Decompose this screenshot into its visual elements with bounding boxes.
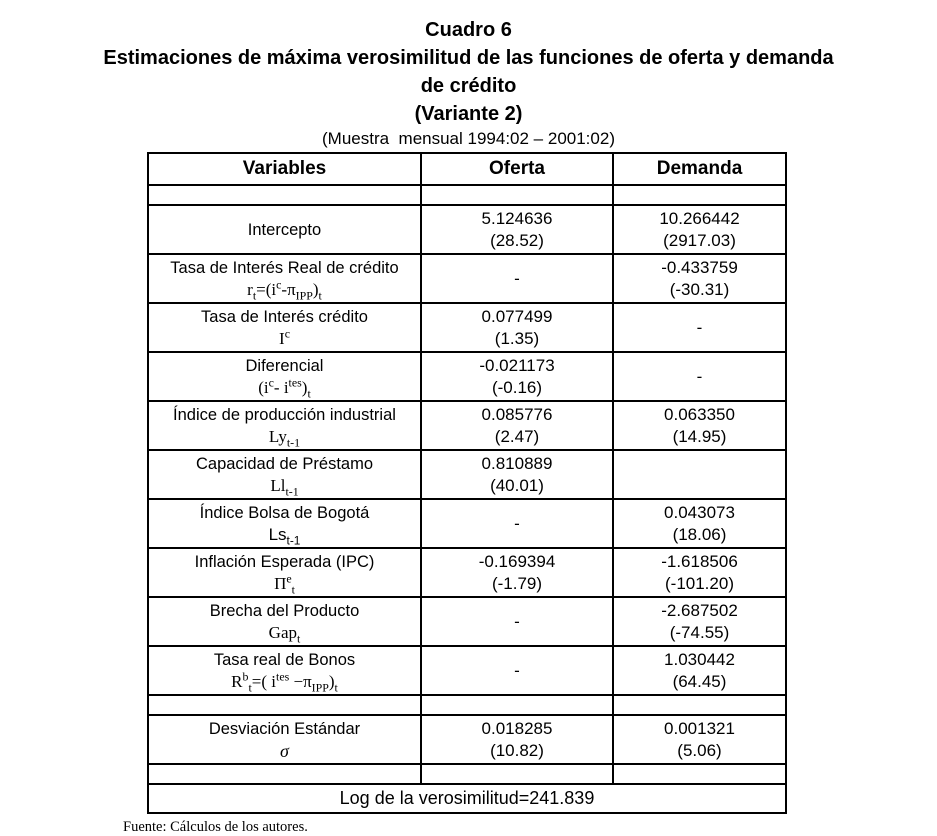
table-row — [148, 499, 786, 548]
coefficient-value: -0.021173 — [479, 355, 555, 375]
table-row — [148, 352, 786, 401]
variable-formula: $I^c$ — [279, 325, 290, 348]
empty-cell — [613, 695, 786, 715]
coefficient-value: -0.433759 — [661, 257, 738, 277]
oferta-cell — [421, 352, 613, 401]
table-title-line1: Estimaciones de máxima verosimilitud de las funciones de oferta y demanda — [103, 47, 834, 69]
t-statistic: (40.01) — [490, 475, 544, 495]
t-statistic: (18.06) — [672, 524, 727, 544]
table-row — [148, 715, 786, 764]
demanda-cell — [613, 548, 786, 597]
coefficient-value: 10.266442 — [659, 208, 740, 228]
variable-cell — [148, 597, 421, 646]
variable-label: Tasa real de Bonos — [213, 650, 356, 669]
t-statistic: (-0.16) — [491, 377, 543, 397]
variable-cell — [148, 352, 421, 401]
coefficient-value: 0.085776 — [481, 404, 553, 424]
demanda-cell — [613, 303, 786, 352]
variable-formula: $Ly_{t-1}$ — [268, 426, 301, 449]
t-statistic: (64.45) — [672, 671, 727, 691]
log-likelihood-row — [148, 784, 786, 813]
demanda-cell — [613, 401, 786, 450]
demanda-cell — [613, 254, 786, 303]
table-row — [148, 548, 786, 597]
variable-cell — [148, 254, 421, 303]
t-statistic: (-30.31) — [669, 279, 730, 299]
variable-formula: Gap$_t$ — [268, 622, 301, 645]
variable-label: Tasa de Interés Real de crédito — [170, 258, 399, 277]
coefficient-value: - — [514, 660, 520, 680]
variable-cell — [148, 450, 421, 499]
table-body — [148, 185, 786, 813]
coefficient-value: -0.169394 — [478, 551, 556, 571]
variable-label: Diferencial — [245, 356, 324, 375]
t-statistic: (2.47) — [494, 426, 540, 446]
coefficient-value: 1.030442 — [664, 649, 735, 669]
sample-period: (Muestra mensual 1994:02 – 2001:02) — [322, 129, 615, 148]
spacer-row — [148, 764, 786, 784]
variable-cell — [148, 548, 421, 597]
variable-formula: $\Pi^e_t$ — [274, 570, 295, 596]
oferta-cell — [421, 646, 613, 695]
coefficient-value: 5.124636 — [481, 208, 553, 228]
spacer-row — [148, 185, 786, 205]
table-number: Cuadro 6 — [425, 19, 512, 41]
variable-cell — [148, 401, 421, 450]
table-row — [148, 254, 786, 303]
oferta-cell — [421, 597, 613, 646]
table-row — [148, 450, 786, 499]
empty-cell — [421, 185, 613, 205]
variable-label: Intercepto — [247, 220, 322, 239]
oferta-cell — [421, 715, 613, 764]
source-note: Fuente: Cálculos de los autores. — [123, 819, 308, 835]
oferta-cell — [421, 499, 613, 548]
t-statistic: (-101.20) — [665, 573, 734, 593]
t-statistic: (-1.79) — [491, 573, 543, 593]
coefficient-value: 0.001321 — [664, 718, 735, 738]
variable-cell — [148, 646, 421, 695]
coefficient-value: - — [514, 513, 520, 533]
variable-cell — [148, 205, 421, 254]
empty-cell — [148, 185, 421, 205]
variable-formula: ($i^c-$ $i^{tes})_t$ — [258, 374, 311, 400]
variable-label: Capacidad de Préstamo — [195, 454, 374, 473]
demanda-cell — [613, 646, 786, 695]
t-statistic: (-74.55) — [669, 622, 730, 642]
t-statistic: (14.95) — [672, 426, 727, 446]
demanda-cell — [613, 597, 786, 646]
empty-cell — [148, 695, 421, 715]
t-statistic: (28.52) — [490, 230, 544, 250]
variable-formula: σ — [280, 740, 289, 761]
coefficient-value: - — [514, 611, 520, 631]
spacer-row — [148, 695, 786, 715]
coefficient-value: 0.043073 — [664, 502, 735, 522]
coefficient-value: - — [514, 268, 520, 288]
variable-cell — [148, 499, 421, 548]
header-row — [148, 153, 786, 185]
title-block — [0, 0, 937, 150]
t-statistic: (10.82) — [490, 740, 544, 760]
variable-formula: $Ls_{t-1}$ — [268, 524, 301, 547]
empty-cell — [421, 764, 613, 784]
t-statistic: (5.06) — [677, 740, 722, 760]
coefficient-value: - — [696, 366, 703, 386]
column-header-variables: Variables — [148, 153, 421, 185]
empty-cell — [421, 695, 613, 715]
oferta-cell — [421, 401, 613, 450]
variable-formula: $Ll_{t-1}$ — [270, 475, 299, 498]
table-row — [148, 205, 786, 254]
oferta-cell — [421, 450, 613, 499]
coefficient-value: -1.618506 — [661, 551, 738, 571]
coefficient-value: - — [696, 317, 703, 337]
variable-cell — [148, 303, 421, 352]
variable-label: Brecha del Producto — [209, 601, 360, 620]
oferta-cell — [421, 548, 613, 597]
t-statistic: (1.35) — [494, 328, 540, 348]
variable-formula: $r_t=(i^c-\pi_{IPP})_t$ — [247, 276, 322, 302]
variable-label: Inflación Esperada (IPC) — [194, 552, 375, 571]
column-header-oferta: Oferta — [421, 153, 613, 185]
coefficient-value: 0.018285 — [481, 718, 553, 738]
empty-cell — [148, 764, 421, 784]
variable-label: Tasa de Interés crédito — [201, 307, 368, 326]
log-likelihood-cell: Log de la verosimilitud=241.839 — [148, 784, 786, 813]
table-row — [148, 303, 786, 352]
empty-cell — [613, 185, 786, 205]
variable-label: Desviación Estándar — [208, 719, 361, 738]
variant-label: (Variante 2) — [414, 103, 523, 125]
table-title-line2: de crédito — [420, 75, 517, 97]
demanda-cell — [613, 352, 786, 401]
demanda-cell — [613, 205, 786, 254]
results-table — [147, 152, 787, 814]
variable-label: Índice de producción industrial — [173, 405, 396, 424]
column-header-demanda: Demanda — [613, 153, 786, 185]
oferta-cell — [421, 205, 613, 254]
table-row — [148, 597, 786, 646]
oferta-cell — [421, 254, 613, 303]
t-statistic: (2917.03) — [663, 230, 736, 250]
variable-cell — [148, 715, 421, 764]
oferta-cell — [421, 303, 613, 352]
demanda-cell — [613, 499, 786, 548]
coefficient-value: 0.077499 — [481, 306, 553, 326]
coefficient-value: -2.687502 — [661, 600, 738, 620]
table-row — [148, 401, 786, 450]
demanda-cell — [613, 715, 786, 764]
coefficient-value: 0.063350 — [664, 404, 735, 424]
coefficient-value: 0.810889 — [481, 453, 553, 473]
variable-label: Índice Bolsa de Bogotá — [199, 503, 370, 522]
table-row — [148, 646, 786, 695]
demanda-cell — [613, 450, 786, 499]
empty-cell — [613, 764, 786, 784]
variable-formula: $R^b_t=$( $i^{tes} -\pi_{IPP})_t$ — [231, 668, 338, 694]
